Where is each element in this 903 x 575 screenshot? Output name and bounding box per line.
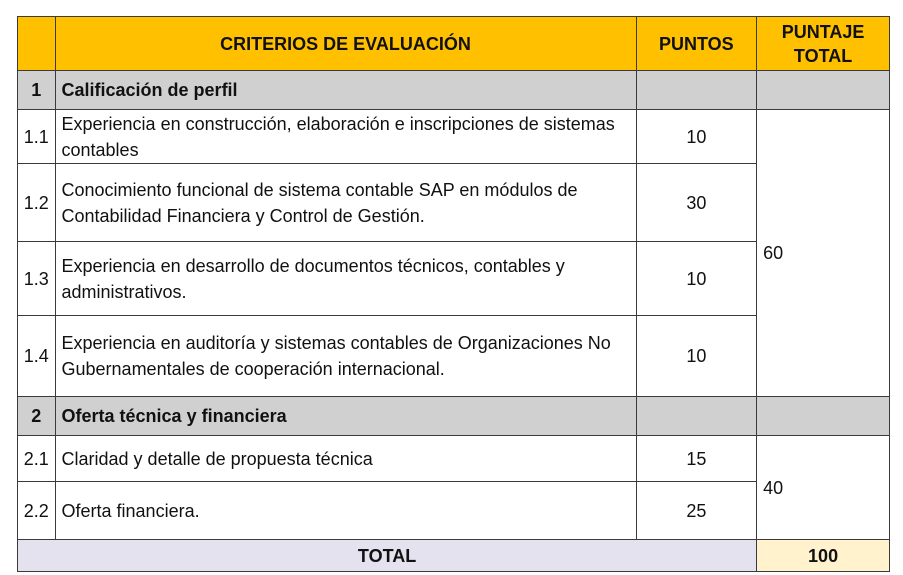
item-points: 25 <box>636 482 757 540</box>
header-number-cell <box>18 17 56 71</box>
section-number: 2 <box>18 397 56 436</box>
item-points: 15 <box>636 436 757 482</box>
table-row <box>18 436 890 482</box>
total-label: TOTAL <box>18 540 757 572</box>
header-total-score: PUNTAJE TOTAL <box>757 17 890 71</box>
item-number: 1.4 <box>18 316 56 397</box>
section-points-empty <box>636 397 757 436</box>
item-points: 10 <box>636 316 757 397</box>
item-number: 1.2 <box>18 164 56 242</box>
item-number: 1.1 <box>18 110 56 164</box>
section-points-empty <box>636 71 757 110</box>
item-number: 2.2 <box>18 482 56 540</box>
item-criteria: Experiencia en desarrollo de documentos técnicos, contables y administrativos. <box>55 242 636 316</box>
section-subtotal: 40 <box>757 436 890 540</box>
section-subtotal: 60 <box>757 110 890 397</box>
item-criteria: Claridad y detalle de propuesta técnica <box>55 436 636 482</box>
item-criteria: Experiencia en construcción, elaboración e inscripciones de sistemas contables <box>55 110 636 164</box>
header-points: PUNTOS <box>636 17 757 71</box>
section-title: Calificación de perfil <box>55 71 636 110</box>
section-total-empty <box>757 71 890 110</box>
item-number: 2.1 <box>18 436 56 482</box>
item-criteria: Oferta financiera. <box>55 482 636 540</box>
item-points: 10 <box>636 110 757 164</box>
evaluation-criteria-table <box>17 16 890 572</box>
table-header-row <box>18 17 890 71</box>
item-criteria: Conocimiento funcional de sistema contable SAP en módulos de Contabilidad Financiera y Control de Gestión. <box>55 164 636 242</box>
header-criteria: CRITERIOS DE EVALUACIÓN <box>55 17 636 71</box>
item-points: 10 <box>636 242 757 316</box>
item-points: 30 <box>636 164 757 242</box>
item-number: 1.3 <box>18 242 56 316</box>
section-row <box>18 397 890 436</box>
section-title: Oferta técnica y financiera <box>55 397 636 436</box>
item-criteria: Experiencia en auditoría y sistemas contables de Organizaciones No Gubernamentales de cooperación internacional. <box>55 316 636 397</box>
section-total-empty <box>757 397 890 436</box>
total-row <box>18 540 890 572</box>
total-value: 100 <box>757 540 890 572</box>
section-row <box>18 71 890 110</box>
section-number: 1 <box>18 71 56 110</box>
table-row <box>18 110 890 164</box>
